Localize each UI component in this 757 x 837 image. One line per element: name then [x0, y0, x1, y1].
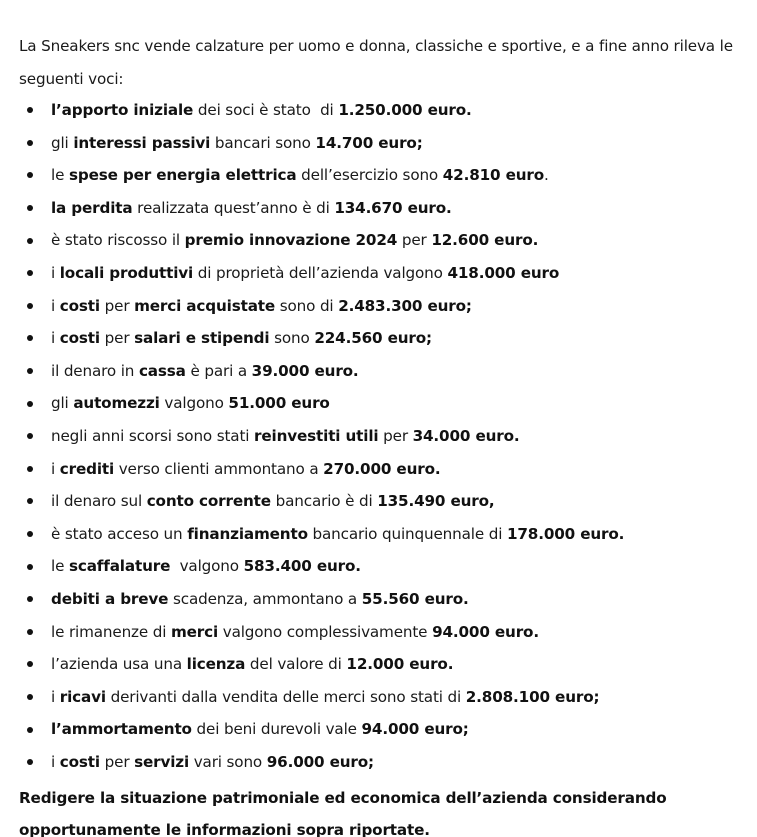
bold-text-run: interessi passivi — [73, 133, 211, 152]
bold-text-run: 270.000 euro. — [323, 459, 441, 478]
text-run: l’azienda usa una — [51, 655, 187, 674]
text-run: i — [51, 296, 60, 315]
bullet-icon — [27, 596, 33, 602]
text-run: per — [397, 231, 432, 250]
bullet-icon — [27, 401, 33, 407]
bullet-icon — [27, 238, 33, 244]
bold-text-run: merci acquistate — [134, 296, 276, 315]
list-item — [0, 681, 757, 714]
bullet-icon — [27, 629, 33, 635]
text-run: per — [99, 296, 135, 315]
bold-text-run: merci — [170, 622, 219, 641]
bullet-icon — [27, 368, 33, 374]
bold-text-run: automezzi — [73, 394, 160, 413]
bullet-icon — [27, 759, 33, 765]
bold-text-run: 12.000 euro. — [346, 655, 454, 674]
text-run: i — [51, 459, 60, 478]
text-run: . — [544, 166, 549, 185]
bold-text-run: debiti a breve — [51, 589, 169, 608]
bold-text-run: l’ammortamento — [51, 720, 192, 739]
bold-text-run: conto corrente — [146, 492, 271, 511]
text-run: il denaro sul — [51, 492, 147, 511]
bold-text-run: 39.000 euro. — [251, 361, 359, 380]
text-run: i — [51, 687, 60, 706]
bold-text-run: 55.560 euro. — [361, 589, 469, 608]
text-run: valgono complessivamente — [218, 622, 433, 641]
text-run: dei soci è stato di — [193, 101, 339, 119]
list-item — [0, 583, 757, 616]
bullet-icon — [27, 661, 33, 667]
list-item — [0, 550, 757, 583]
bold-text-run: 94.000 euro. — [432, 622, 539, 641]
list-item — [0, 387, 757, 420]
bold-text-run: finanziamento — [187, 524, 308, 543]
list-item — [0, 159, 757, 192]
facts-list — [0, 94, 757, 778]
text-run: le rimanenze di — [51, 622, 171, 641]
text-run: è pari a — [185, 361, 252, 380]
bullet-icon — [27, 270, 33, 276]
bold-text-run: reinvestiti utili — [254, 426, 379, 445]
text-run: i — [51, 263, 60, 282]
bold-text-run: crediti — [59, 459, 115, 478]
list-item — [0, 518, 757, 551]
bold-text-run: salari e stipendi — [134, 329, 270, 348]
bold-text-run: 2.808.100 euro; — [465, 687, 600, 706]
list-item — [0, 192, 757, 225]
text-run: verso clienti ammontano a — [114, 459, 324, 478]
text-run: di proprietà dell’azienda valgono — [193, 263, 448, 282]
text-run: le — [51, 166, 69, 185]
bold-text-run: costi — [59, 329, 100, 348]
text-run: dei beni durevoli vale — [191, 720, 362, 739]
bold-text-run: 418.000 euro — [447, 263, 560, 282]
bold-text-run: 34.000 euro. — [412, 426, 520, 445]
bold-text-run: 178.000 euro. — [506, 524, 625, 543]
bold-text-run: 42.810 euro — [442, 166, 545, 185]
text-run: realizzata quest’anno è di — [132, 198, 335, 217]
list-item — [0, 485, 757, 518]
text-run: bancario è di — [270, 492, 378, 511]
text-run: per — [378, 426, 413, 445]
list-item — [0, 127, 757, 160]
list-item — [0, 94, 757, 127]
list-item — [0, 322, 757, 355]
bullet-icon — [27, 335, 33, 341]
text-run: gli — [51, 133, 74, 152]
list-item — [0, 290, 757, 323]
bold-text-run: locali produttivi — [59, 263, 194, 282]
list-item — [0, 713, 757, 746]
bullet-icon — [27, 433, 33, 439]
bold-text-run: 135.490 euro, — [377, 492, 495, 511]
text-run: le — [51, 557, 69, 576]
bold-text-run: ricavi — [59, 687, 106, 706]
bold-text-run: 583.400 euro. — [243, 557, 361, 576]
text-run: i — [51, 752, 60, 771]
bold-text-run: l’apporto iniziale — [51, 101, 194, 119]
text-run: è stato riscosso il — [51, 231, 185, 250]
text-run: i — [51, 329, 60, 348]
bold-text-run: costi — [59, 296, 100, 315]
bold-text-run: 12.600 euro. — [431, 231, 539, 250]
text-run: vari sono — [189, 752, 267, 771]
text-run: per — [99, 752, 135, 771]
bold-text-run: 224.560 euro; — [314, 329, 432, 348]
bold-text-run: 134.670 euro. — [334, 198, 452, 217]
text-run: bancario quinquennale di — [307, 524, 507, 543]
bullet-icon — [27, 694, 33, 700]
bold-text-run: 2.483.300 euro; — [338, 296, 472, 315]
text-run: scadenza, ammontano a — [168, 589, 362, 608]
list-item — [0, 257, 757, 290]
text-run: sono di — [275, 296, 339, 315]
list-item — [0, 355, 757, 388]
bold-text-run: cassa — [138, 361, 186, 380]
bullet-icon — [27, 172, 33, 178]
bold-text-run: servizi — [134, 752, 190, 771]
list-item — [0, 616, 757, 649]
bold-text-run: 51.000 euro — [228, 394, 330, 413]
bullet-icon — [27, 727, 33, 733]
list-item — [0, 453, 757, 486]
bullet-icon — [27, 205, 33, 211]
task-instruction: Redigere la situazione patrimoniale ed economica dell’azienda considerando opportunamente le informazioni sopra riportate. — [19, 789, 667, 837]
bullet-icon — [27, 498, 33, 504]
bold-text-run: 96.000 euro; — [266, 752, 374, 771]
bold-text-run: licenza — [186, 655, 246, 674]
bold-text-run: premio innovazione 2024 — [184, 231, 398, 250]
bold-text-run: 94.000 euro; — [361, 720, 469, 739]
text-run: dell’esercizio sono — [296, 166, 443, 185]
bold-text-run: scaffalature — [68, 557, 171, 576]
text-run: il denaro in — [51, 361, 139, 380]
text-run: gli — [51, 394, 74, 413]
text-run: valgono — [170, 557, 244, 576]
bold-text-run: costi — [59, 752, 100, 771]
text-run: è stato acceso un — [51, 524, 188, 543]
bold-text-run: 14.700 euro; — [315, 133, 423, 152]
bullet-icon — [27, 107, 33, 113]
list-item — [0, 746, 757, 779]
bold-text-run: spese per energia elettrica — [68, 166, 297, 185]
bullet-icon — [27, 303, 33, 309]
intro-paragraph: La Sneakers snc vende calzature per uomo e donna, classiche e sportive, e a fine anno rileva le seguenti voci: — [19, 37, 733, 88]
bullet-icon — [27, 564, 33, 570]
text-run: derivanti dalla vendita delle merci sono stati di — [105, 687, 466, 706]
bold-text-run: la perdita — [51, 198, 133, 217]
text-run: valgono — [159, 394, 229, 413]
list-item — [0, 648, 757, 681]
bold-text-run: 1.250.000 euro. — [338, 101, 472, 119]
text-run: del valore di — [245, 655, 347, 674]
list-item — [0, 420, 757, 453]
text-run: sono — [269, 329, 315, 348]
text-run: negli anni scorsi sono stati — [51, 426, 255, 445]
bullet-icon — [27, 466, 33, 472]
text-run: bancari sono — [210, 133, 316, 152]
text-run: per — [99, 329, 135, 348]
bullet-icon — [27, 531, 33, 537]
list-item — [0, 224, 757, 257]
bullet-icon — [27, 140, 33, 146]
